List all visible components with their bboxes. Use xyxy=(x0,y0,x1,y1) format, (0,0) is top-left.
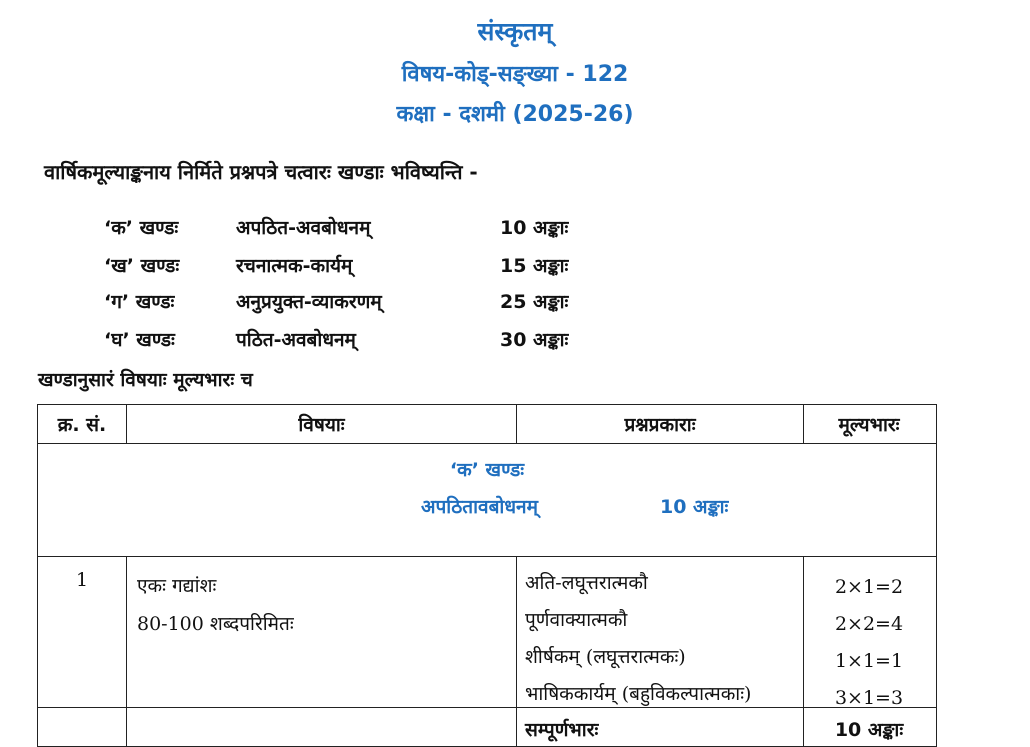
section-heading-khand: ‘क’ खण्डः xyxy=(449,459,525,481)
question-type: अति-लघूत्तरात्मकौ xyxy=(525,572,648,594)
total-label: सम्पूर्णभारः xyxy=(517,708,804,746)
section-name: रचनात्मक-कार्यम् xyxy=(236,255,353,277)
header-serial: क्र. सं. xyxy=(38,405,127,443)
section-item xyxy=(104,252,704,282)
topic-line: एकः गद्यांशः xyxy=(137,575,217,597)
empty-cell xyxy=(127,708,517,746)
section-heading-name: अपठितावबोधनम् xyxy=(421,496,538,518)
row-question-types xyxy=(517,557,804,707)
section-name: अपठित-अवबोधनम् xyxy=(236,217,371,239)
section-item xyxy=(104,326,704,356)
question-type: भाषिककार्यम् (बहुविकल्पात्मकाः) xyxy=(525,683,752,705)
section-item xyxy=(104,214,704,244)
total-row xyxy=(38,708,936,747)
topic-line: 80-100 शब्दपरिमितः xyxy=(137,613,294,635)
section-name: अनुप्रयुक्त-व्याकरणम् xyxy=(236,291,382,313)
subject-code: विषय-कोड्-सङ्ख्या - 122 xyxy=(401,62,629,87)
question-type: पूर्णवाक्यात्मकौ xyxy=(525,609,628,631)
marks-value: 1×1=1 xyxy=(834,650,904,672)
section-heading-marks: 10 अङ्काः xyxy=(660,496,729,518)
section-marks: 15 अङ्काः xyxy=(500,255,569,277)
section-khand: ‘घ’ खण्डः xyxy=(104,329,175,351)
section-marks: 25 अङ्काः xyxy=(500,291,569,313)
header-topics: विषयाः xyxy=(127,405,517,443)
weightage-title: खण्डानुसारं विषयाः मूल्यभारः च xyxy=(38,369,253,391)
section-marks: 30 अङ्काः xyxy=(500,329,569,351)
section-khand: ‘क’ खण्डः xyxy=(104,217,179,239)
row-marks xyxy=(804,557,934,707)
total-value: 10 अङ्काः xyxy=(834,719,904,741)
table-row xyxy=(38,557,936,708)
row-number: 1 xyxy=(38,557,127,707)
header-question-types: प्रश्नप्रकाराः xyxy=(517,405,804,443)
marks-value: 2×2=4 xyxy=(834,613,904,635)
intro-text: वार्षिकमूल्याङ्कनाय निर्मिते प्रश्नपत्रे चत्वारः खण्डाः भविष्यन्ति - xyxy=(44,160,478,184)
marks-value: 2×1=2 xyxy=(834,576,904,598)
table-header-row xyxy=(38,405,936,444)
page-title: संस्कृतम् xyxy=(477,17,553,46)
section-name: पठित-अवबोधनम् xyxy=(236,329,356,351)
section-marks: 10 अङ्काः xyxy=(500,217,569,239)
question-type: शीर्षकम् (लघूत्तरात्मकः) xyxy=(525,646,686,668)
section-khand: ‘ख’ खण्डः xyxy=(104,255,180,277)
section-heading-row xyxy=(38,444,936,557)
section-heading xyxy=(38,444,936,556)
empty-cell xyxy=(38,708,127,746)
section-khand: ‘ग’ खण्डः xyxy=(104,291,175,313)
weightage-table xyxy=(37,404,937,747)
row-topic xyxy=(127,557,517,707)
class-year: कक्षा - दशमी (2025-26) xyxy=(396,102,634,127)
header-weightage: मूल्यभारः xyxy=(838,414,900,436)
marks-value: 3×1=3 xyxy=(834,687,904,709)
section-item xyxy=(104,288,704,318)
